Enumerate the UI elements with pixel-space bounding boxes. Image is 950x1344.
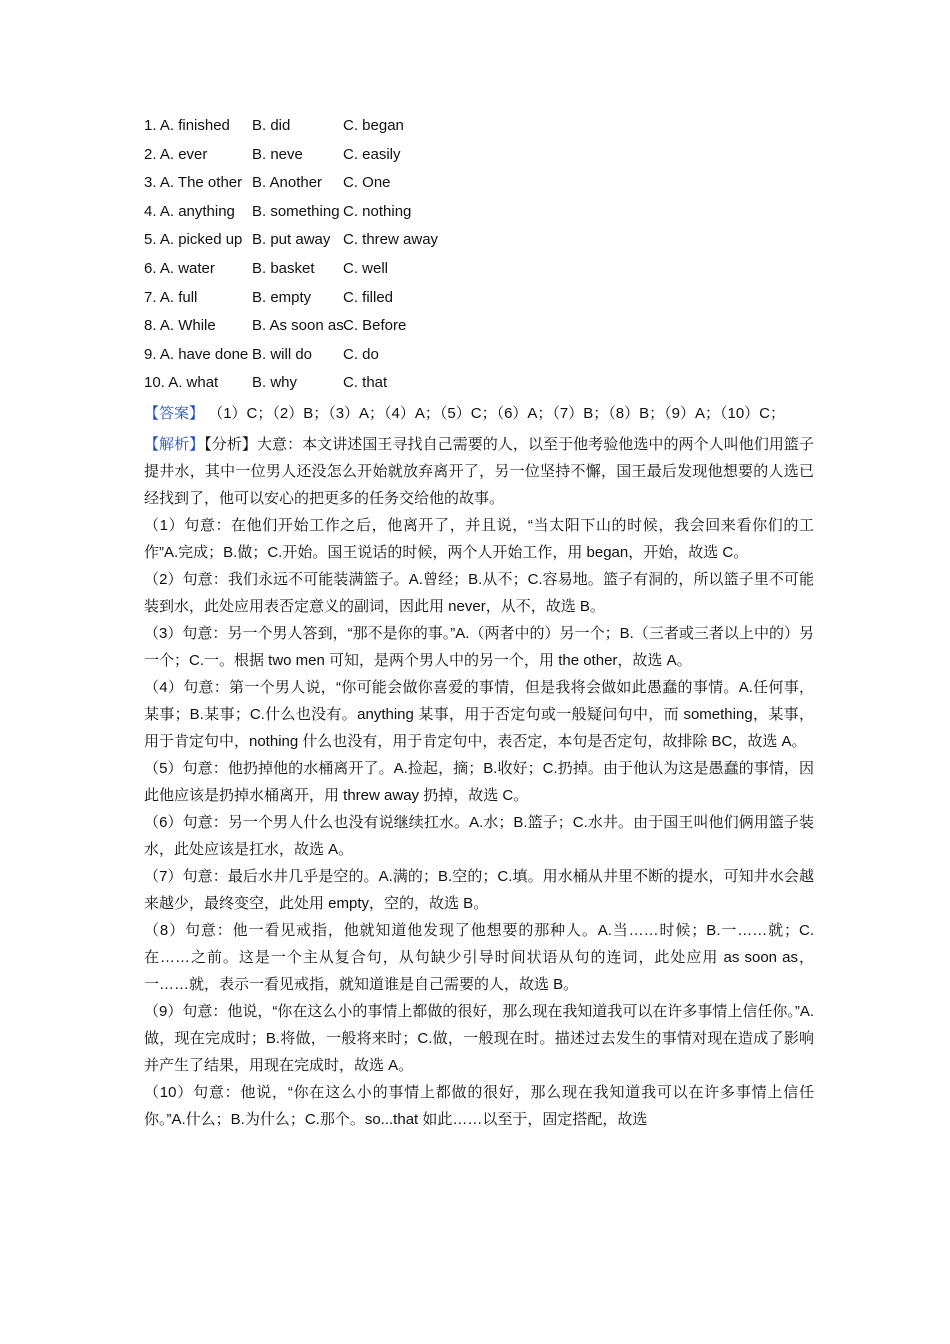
option-a: 7. A. full: [144, 288, 198, 306]
option-a: 6. A. water: [144, 259, 215, 277]
option-row: [144, 312, 814, 341]
analysis-item: （5）句意：他扔掉他的水桶离开了。A.捡起，摘；B.收好；C.扔掉。由于他认为这是愚蠢的事情，因此他应该是扔掉水桶离开，用 threw away 扔掉，故选 C。: [144, 759, 814, 804]
option-row: [144, 169, 814, 198]
option-b: B. As soon as: [252, 317, 344, 335]
option-b: B. something: [252, 202, 340, 220]
option-a: 4. A. anything: [144, 202, 235, 220]
analysis-item: （3）句意：另一个男人答到，“那不是你的事。”A.（两者中的）另一个；B.（三者或三者以上中的）另一个；C.一。根据 two men 可知，是两个男人中的另一个，用 the other，故选 A。: [144, 624, 814, 669]
option-row: [144, 341, 814, 370]
option-a: 8. A. While: [144, 317, 216, 335]
option-c: C. well: [343, 259, 389, 277]
option-b: B. empty: [252, 288, 312, 306]
option-b: B. put away: [252, 231, 331, 249]
option-c: C. Before: [343, 317, 407, 335]
option-c: C. began: [343, 117, 404, 134]
analysis-item: （4）句意：第一个男人说，“你可能会做你喜爱的事情，但是我将会做如此愚蠢的事情。A.任何事，某事；B.某事；C.什么也没有。anything 某事，用于否定句或一般疑问句中，而 something，某事，用于肯定句中，nothing 什么也没有，用于肯定句中，表否定，本句是否定句，故排除 BC，故选 A。: [144, 678, 814, 750]
analysis-items: [144, 512, 814, 1133]
document-page: [144, 112, 814, 1133]
option-c: C. threw away: [343, 231, 439, 249]
analysis-intro: [144, 431, 814, 512]
analysis-tag: 【解析】: [144, 435, 205, 453]
option-b: B. Another: [252, 174, 323, 192]
analysis-item: （9）句意：他说，“你在这么小的事情上都做的很好，那么现在我知道我可以在许多事情上信任你。”A.做，现在完成时；B.将做，一般将来时；C.做，一般现在时。描述过去发生的事情对现在造成了影响并产生了结果，用现在完成时，故选 A。: [144, 1002, 815, 1074]
option-a: 10. A. what: [144, 374, 219, 392]
option-a: 5. A. picked up: [144, 231, 243, 249]
options-list: [144, 112, 814, 398]
option-row: [144, 141, 814, 170]
option-a: 2. A. ever: [144, 145, 208, 163]
option-row: [144, 255, 814, 284]
option-c: C. do: [343, 345, 379, 363]
analysis-item: （2）句意：我们永远不可能装满篮子。A.曾经；B.从不；C.容易地。篮子有洞的，所以篮子里不可能装到水，此处应用表否定意义的副词，因此用 never，从不，故选 B。: [144, 570, 814, 615]
answer-text: （1）C；（2）B；（3）A；（4）A；（5）C；（6）A；（7）B；（8）B；（9）A；（10）C；: [208, 404, 785, 422]
option-row: [144, 369, 814, 398]
answer-block: [144, 400, 814, 427]
option-c: C. that: [343, 374, 388, 392]
option-row: [144, 198, 814, 227]
analysis-item: （7）句意：最后水井几乎是空的。A.满的；B.空的；C.填。用水桶从井里不断的提水，可知井水会越来越少，最终变空，此处用 empty，空的，故选 B。: [144, 867, 814, 912]
option-b: B. basket: [252, 259, 315, 277]
option-b: B. why: [252, 374, 298, 392]
analysis-item: （8）句意：他一看见戒指，他就知道他发现了他想要的那种人。A.当……时候；B.一……就；C.在……之前。这是一个主从复合句，从句缺少引导时间状语从句的连词，此处应用 as soon as，一……就，表示一看见戒指，就知道谁是自己需要的人，故选 B。: [144, 921, 814, 993]
option-a: 1. A. finished: [144, 117, 230, 134]
analysis-item: （1）句意：在他们开始工作之后，他离开了，并且说，“当太阳下山的时候，我会回来看你们的工作”A.完成；B.做；C.开始。国王说话的时候，两个人开始工作，用 began，开始，故选 C。: [144, 516, 814, 561]
option-c: C. filled: [343, 288, 394, 306]
option-row: [144, 226, 814, 255]
option-b: B. did: [252, 117, 291, 134]
analysis-intro-text: 【分析】大意：本文讲述国王寻找自己需要的人，以至于他考验他选中的两个人叫他们用篮子提井水，其中一位男人还没怎么开始就放弃离开了，另一位坚持不懈，国王最后发现他想要的人选已经找到了，他可以安心的把更多的任务交给他的故事。: [144, 435, 814, 507]
analysis-block: [144, 431, 814, 1133]
option-row: [144, 284, 814, 313]
option-b: B. will do: [252, 345, 313, 363]
option-a: 9. A. have done: [144, 345, 249, 363]
option-c: C. One: [343, 174, 391, 192]
analysis-item: （6）句意：另一个男人什么也没有说继续扛水。A.水；B.篮子；C.水井。由于国王叫他们俩用篮子装水，此处应该是扛水，故选 A。: [144, 813, 814, 858]
analysis-item: （10）句意：他说，“你在这么小的事情上都做的很好，那么现在我知道我可以在许多事情上信任你。”A.什么；B.为什么；C.那个。so...that 如此……以至于，固定搭配，故选: [144, 1083, 814, 1128]
option-c: C. easily: [343, 145, 401, 163]
option-row: [144, 112, 814, 141]
option-b: B. neve: [252, 145, 303, 163]
option-a: 3. A. The other: [144, 174, 243, 192]
answer-tag: 【答案】: [144, 404, 205, 422]
option-c: C. nothing: [343, 202, 412, 220]
